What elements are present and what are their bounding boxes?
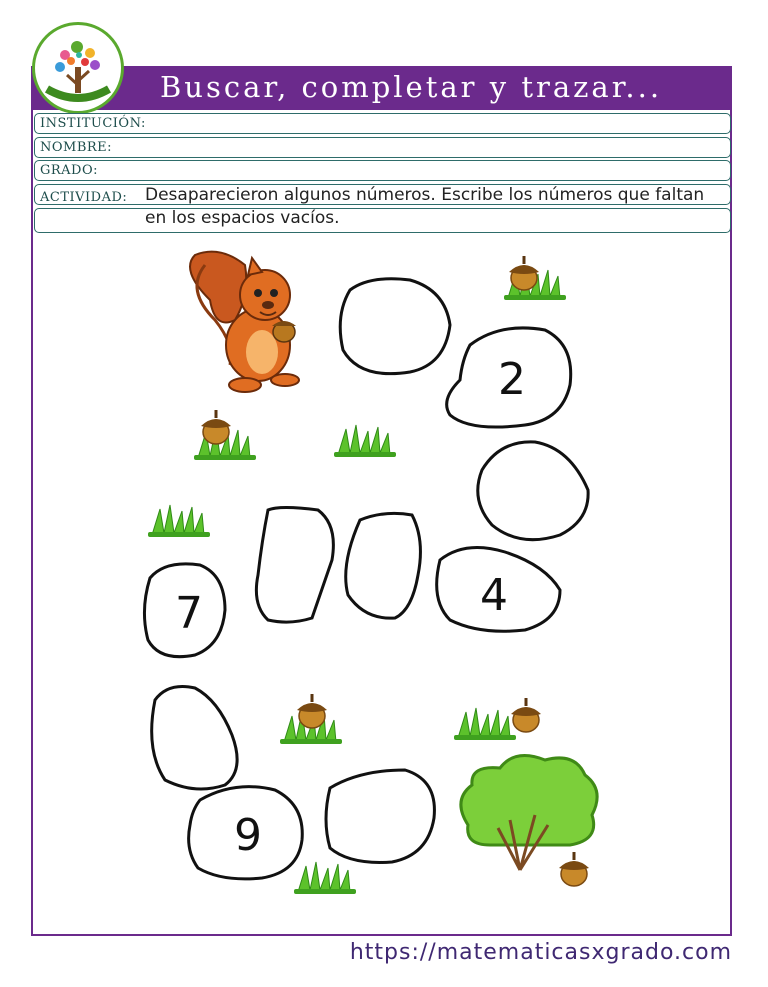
acorn-grass-top-right (504, 256, 566, 300)
nombre-label: NOMBRE: (40, 140, 113, 155)
stone-blank-6 (326, 770, 434, 862)
worksheet-title: Buscar, completar y trazar... (160, 70, 663, 104)
stone-number-7: 7 (175, 588, 203, 639)
acorn-grass-left (194, 410, 256, 460)
stone-blank-3 (256, 508, 333, 623)
acorn-grass-bottom-right (454, 698, 541, 740)
bush-illustration (461, 756, 597, 887)
stone-blank-2 (478, 442, 588, 540)
grass-bottom (294, 862, 356, 894)
acorn-grass-bottom-middle (280, 694, 342, 744)
stone-number-2: 2 (498, 354, 526, 405)
institucion-label: INSTITUCIÓN: (40, 116, 146, 131)
stone-number-9: 9 (234, 810, 262, 861)
actividad-instruction-line1: Desaparecieron algunos números. Escribe los números que faltan (145, 185, 705, 205)
actividad-label: ACTIVIDAD: (40, 190, 128, 205)
stone-number-4: 4 (480, 570, 508, 621)
squirrel-illustration (190, 252, 299, 392)
grass-middle (334, 425, 396, 457)
stone-blank-1 (340, 279, 450, 374)
stone-blank-5 (152, 687, 237, 790)
grado-label: GRADO: (40, 163, 99, 178)
grass-left (148, 505, 210, 537)
stone-blank-4 (346, 513, 421, 618)
website-url[interactable]: https://matematicasxgrado.com (349, 940, 732, 965)
actividad-instruction-line2: en los espacios vacíos. (145, 208, 340, 228)
